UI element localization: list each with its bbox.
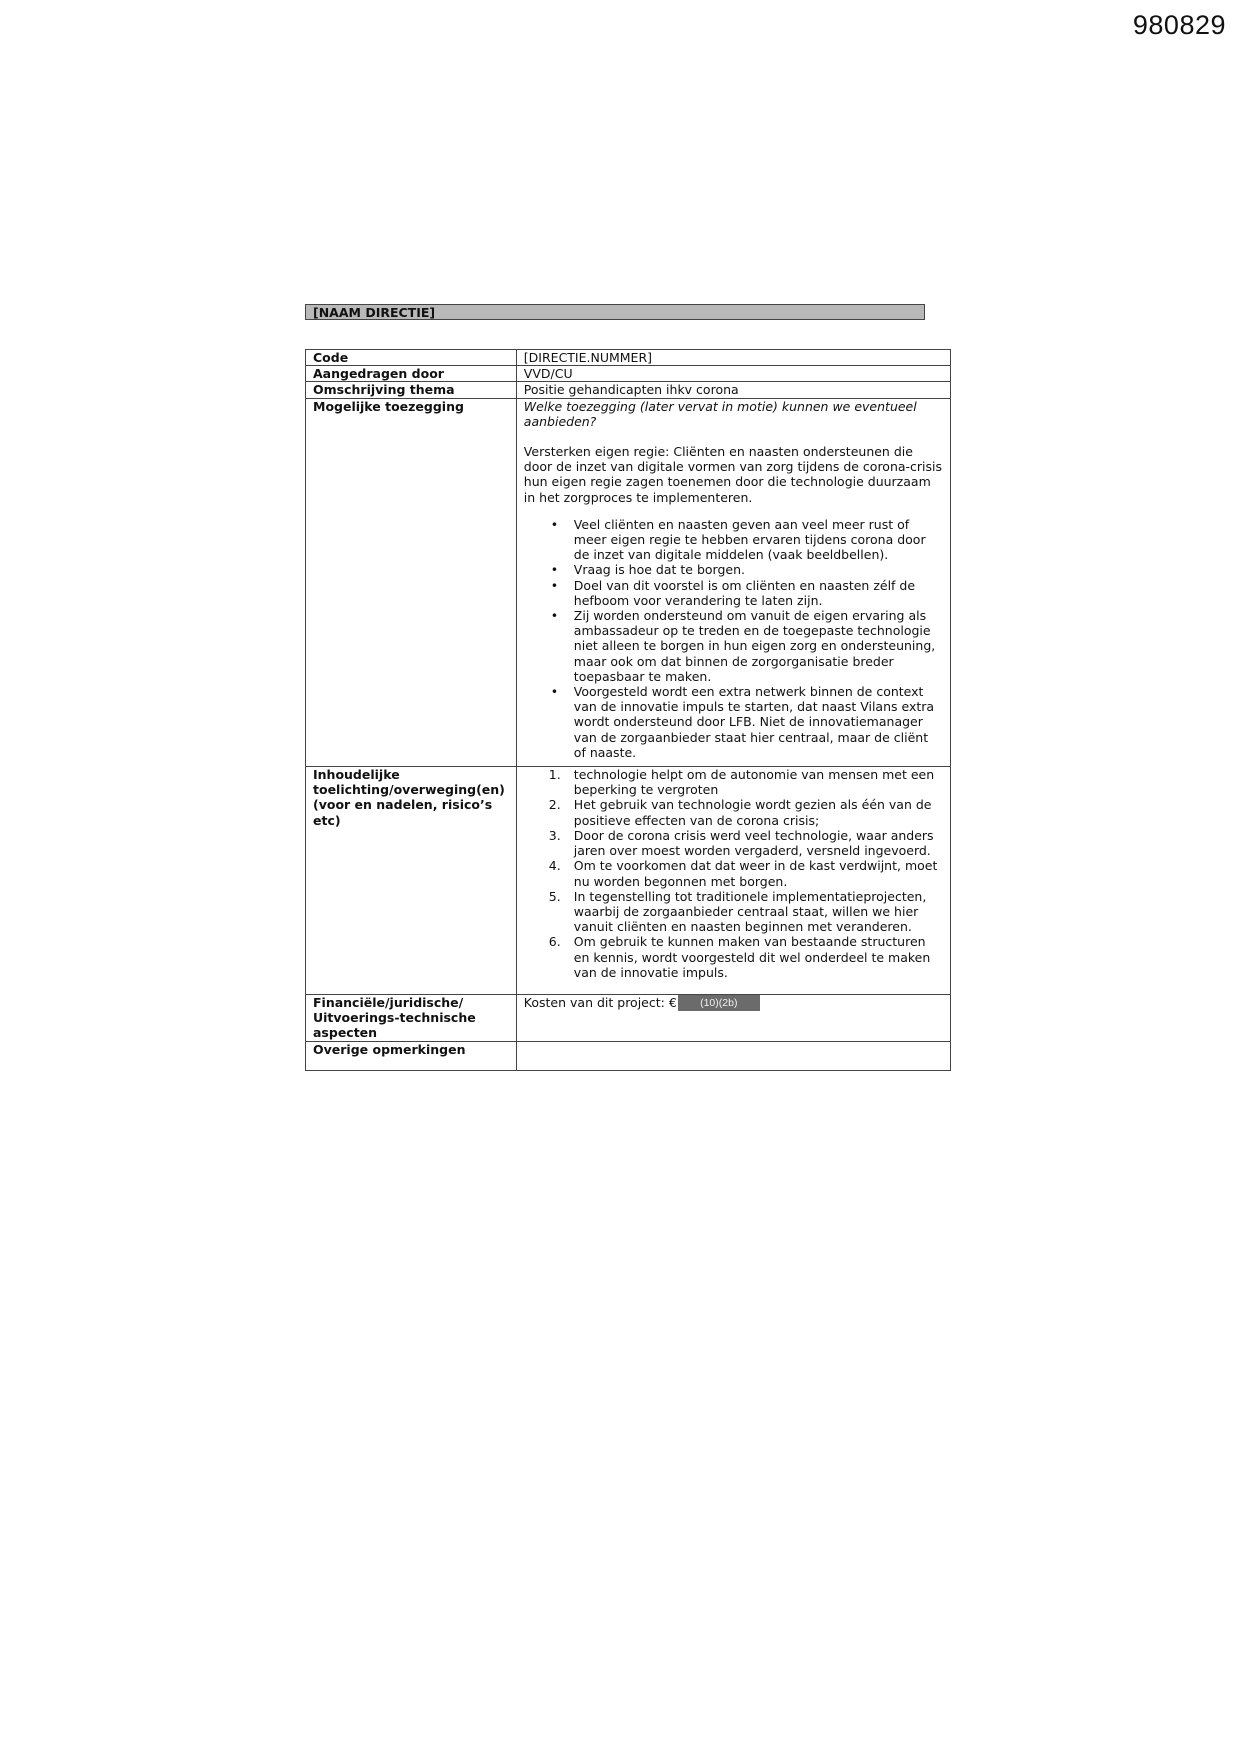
row-financieel	[306, 994, 951, 1041]
list-item	[548, 888, 943, 935]
aangedragen-label: Aangedragen door	[306, 366, 517, 382]
toelichting-list	[524, 767, 943, 980]
list-marker: 3.	[548, 827, 561, 843]
row-code	[306, 350, 951, 366]
list-item-text: technologie helpt om de autonomie van mensen met een beperking te vergroten	[573, 767, 935, 798]
list-item-text: Het gebruik van technologie wordt gezien als één van de positieve effecten van de corona crisis;	[573, 797, 932, 828]
list-item-text: In tegenstelling tot traditionele implementatieprojecten, waarbij de zorgaanbieder centraal staat, willen we hier vanuit cliënten en naasten beginnen met veranderen.	[573, 888, 927, 935]
list-item-text: Om te voorkomen dat dat weer in de kast verdwijnt, moet nu worden begonnen met borgen.	[573, 858, 938, 889]
list-item: • Veel cliënten en naasten geven aan veel meer rust of meer eigen regie te hebben ervaren tijdens corona door de inzet van digitale middelen (vaak beeldbellen).	[574, 517, 943, 563]
list-marker: 4.	[548, 858, 561, 874]
toezegging-value	[516, 398, 950, 766]
row-toezegging	[306, 398, 951, 766]
financieel-label: Financiële/juridische/ Uitvoerings-technische aspecten	[306, 994, 517, 1041]
redaction-box: (10)(2b)	[678, 995, 760, 1011]
list-marker: 5.	[548, 888, 561, 904]
list-item: • Doel van dit voorstel is om cliënten en naasten zélf de hefboom voor verandering te laten zijn.	[574, 578, 943, 608]
row-overige	[306, 1041, 951, 1070]
list-marker: 1.	[548, 767, 561, 783]
list-marker: 6.	[548, 934, 561, 950]
aangedragen-value: VVD/CU	[516, 366, 950, 382]
omschrijving-label: Omschrijving thema	[306, 382, 517, 398]
list-item	[548, 858, 943, 889]
list-item	[548, 767, 943, 798]
row-omschrijving	[306, 382, 951, 398]
form-table	[305, 349, 951, 1071]
list-item: • Vraag is hoe dat te borgen.	[574, 562, 943, 577]
toelichting-label: Inhoudelijke toelichting/overweging(en) (voor en nadelen, risico’s etc)	[306, 767, 517, 995]
kosten-text: Kosten van dit project: €	[523, 994, 677, 1010]
code-label: Code	[306, 350, 517, 366]
omschrijving-value: Positie gehandicapten ihkv corona	[516, 382, 950, 398]
list-item	[548, 797, 943, 828]
list-marker: 2.	[548, 797, 561, 813]
code-value: [DIRECTIE.NUMMER]	[516, 350, 950, 366]
toezegging-bullets	[524, 517, 943, 760]
list-item: • Voorgesteld wordt een extra netwerk binnen de context van de innovatie impuls te starten, dat naast Vilans extra wordt ondersteund door LFB. Niet de innovatiemanager van de zorgaanbieder staat hier centraal, maar de cliënt of naaste.	[574, 684, 943, 760]
list-item	[548, 934, 943, 980]
list-item-text: Door de corona crisis werd veel technologie, waar anders jaren over moest worden vergaderd, versneld ingevoerd.	[573, 827, 934, 859]
list-item	[548, 827, 943, 859]
document-number: 980829	[1132, 10, 1226, 40]
directie-header: [NAAM DIRECTIE]	[305, 304, 925, 320]
toezegging-question: Welke toezegging (later vervat in motie) kunnen we eventueel aanbieden?	[523, 398, 917, 429]
overige-label: Overige opmerkingen	[306, 1041, 517, 1070]
toezegging-label: Mogelijke toezegging	[306, 398, 517, 766]
toezegging-intro: Versterken eigen regie: Cliënten en naasten ondersteunen die door de inzet van digitale vormen van zorg tijdens de corona-crisis hun eigen regie zagen toenemen door die technologie duurzaam in het zorgproces te implementeren.	[523, 444, 943, 505]
list-item: • Zij worden ondersteund om vanuit de eigen ervaring als ambassadeur op te treden en de toegepaste technologie niet alleen te borgen in hun eigen zorg en ondersteuning, maar ook om dat binnen de zorgorganisatie breder toepasbaar te maken.	[574, 608, 943, 684]
row-toelichting	[306, 767, 951, 995]
financieel-value	[516, 994, 950, 1041]
row-aangedragen	[306, 366, 951, 382]
toelichting-value	[516, 767, 950, 995]
list-item-text: Om gebruik te kunnen maken van bestaande structuren en kennis, wordt voorgesteld dit wel onderdeel te maken van de innovatie impuls.	[573, 934, 931, 980]
overige-value	[516, 1041, 950, 1070]
